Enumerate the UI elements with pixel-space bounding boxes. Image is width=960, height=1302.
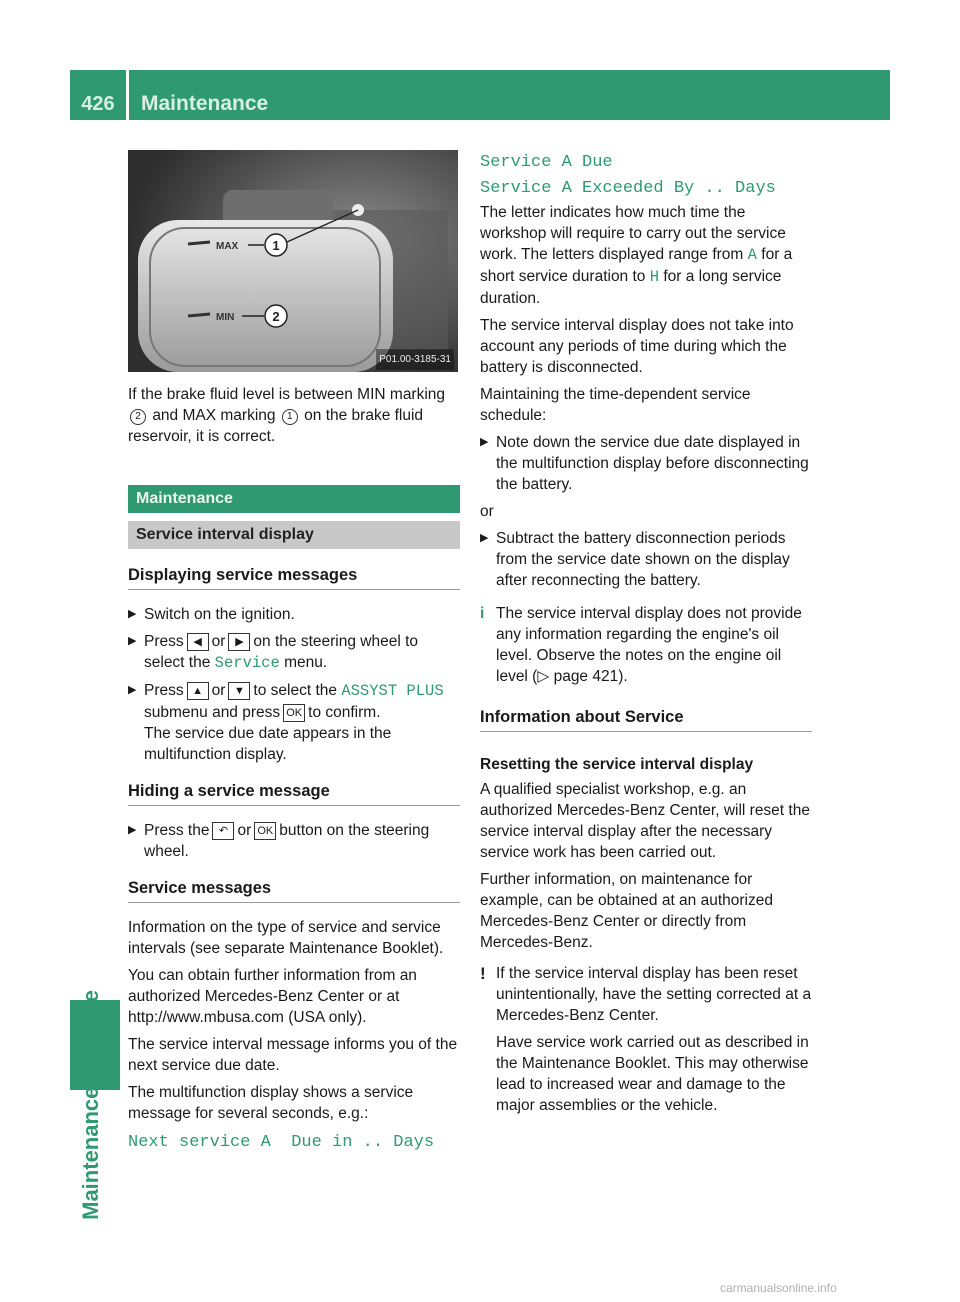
service-menu-label: Service (214, 654, 280, 672)
messages-paragraph-3: The service interval message informs you of the next service due date. (128, 1036, 458, 1074)
heading-service-messages: Service messages (128, 876, 460, 903)
step-result: The service due date appears in the multifunction display. (144, 725, 392, 763)
display-message-due: Service A Due (480, 153, 613, 172)
messages-paragraph-1: Information on the type of service and service intervals (see separate Maintenance Booklet). (128, 919, 444, 957)
or-text: or (480, 503, 494, 520)
up-arrow-key-icon: ▲ (187, 682, 209, 700)
info-icon: i (480, 605, 485, 622)
callout-1-ref: 1 (282, 409, 298, 425)
heading-resetting-display: Resetting the service interval display (480, 756, 754, 773)
max-label: MAX (216, 241, 239, 252)
step-select-assyst-plus: ▶ Press ▲ or ▼ to select the ASSYST PLUS submenu and press OK to confirm. The service due date appears in the multifunction display. (128, 680, 460, 765)
watermark: carmanualsonline.info (720, 1281, 837, 1295)
warning-icon: ! (480, 964, 486, 983)
assyst-plus-label: ASSYST PLUS (341, 682, 444, 700)
display-message-exceeded: Service A Exceeded By .. Days (480, 179, 776, 198)
min-label: MIN (216, 312, 235, 323)
heading-displaying-service-messages: Displaying service messages (128, 563, 460, 590)
step-select-service-menu: ▶ Press ◀ or ▶ on the steering wheel to select the Service menu. (128, 631, 460, 674)
section-label: Maintenance and care (78, 990, 103, 1220)
reset-paragraph-1: A qualified specialist workshop, e.g. an authorized Mercedes-Benz Center, will reset the service interval display after the necessary service work has been carried out. (480, 781, 810, 861)
brake-fluid-photo (128, 150, 458, 372)
page-title: Maintenance (141, 92, 269, 115)
schedule-paragraph: Maintaining the time-dependent service schedule: (480, 386, 751, 424)
reset-paragraph-2: Further information, on maintenance for example, can be obtained at an authorized Mercedes-Benz Center or directly from Mercedes-Benz. (480, 871, 773, 951)
warning-note: ! If the service interval display has been reset unintentionally, have the setting corrected at a Mercedes-Benz Center. Have service work carried out as described in the Maintenance Booklet. This may otherwise lead to increased wear and damage to the major assemblies or the vehicle. (480, 964, 812, 1114)
callout-2: 2 (272, 309, 280, 324)
left-arrow-key-icon: ◀ (187, 633, 209, 651)
callout-1: 1 (272, 238, 280, 253)
step-subtract-periods: ▶ Subtract the battery disconnection periods from the service date shown on the display after reconnecting the battery. (480, 528, 812, 591)
right-arrow-key-icon: ▶ (228, 633, 250, 651)
letter-a: A (747, 246, 757, 264)
back-key-icon: ↶ (212, 822, 234, 840)
messages-paragraph-2: You can obtain further information from an authorized Mercedes-Benz Center or at http://www.mbusa.com (USA only). (128, 967, 417, 1026)
letter-paragraph: The letter indicates how much time the workshop will require to carry out the service work. The letters displayed range from A for a short service duration to H for a long service duration. (480, 204, 793, 307)
display-message-example: Next service A Due in .. Days (128, 1133, 435, 1152)
down-arrow-key-icon: ▼ (228, 682, 250, 700)
figure-code: P01.00-3185-31 (376, 349, 454, 370)
page-number: 426 (81, 93, 115, 115)
ok-key-icon: OK (283, 704, 305, 722)
heading-hiding-service-message: Hiding a service message (128, 779, 460, 806)
battery-paragraph: The service interval display does not take into account any periods of time during which the battery is disconnected. (480, 317, 794, 376)
step-ignition: ▶ Switch on the ignition. (128, 604, 460, 625)
heading-information-about-service: Information about Service (480, 705, 812, 732)
left-column (128, 150, 460, 1162)
callout-2-ref: 2 (130, 409, 146, 425)
heading-service-interval-display: Service interval display (128, 521, 460, 549)
ok-key-icon: OK (254, 822, 276, 840)
header-divider (126, 70, 129, 120)
right-column (480, 150, 812, 1122)
step-note-due-date: ▶ Note down the service due date displayed in the multifunction display before disconnecting the battery. (480, 432, 812, 495)
letter-h: H (649, 268, 660, 286)
info-note: i The service interval display does not provide any information regarding the engine's oil level. Observe the notes on the engine oil level (▷ page 421). (480, 605, 802, 685)
messages-paragraph-4: The multifunction display shows a service message for several seconds, e.g.: (128, 1084, 414, 1122)
brake-reservoir-illustration (128, 150, 458, 372)
brake-fluid-text: If the brake fluid level is between MIN marking 2 and MAX marking 1 on the brake fluid reservoir, it is correct. (128, 386, 446, 445)
step-hide-message: ▶ Press the ↶ or OK button on the steering wheel. (128, 820, 460, 862)
heading-maintenance: Maintenance (128, 485, 460, 513)
